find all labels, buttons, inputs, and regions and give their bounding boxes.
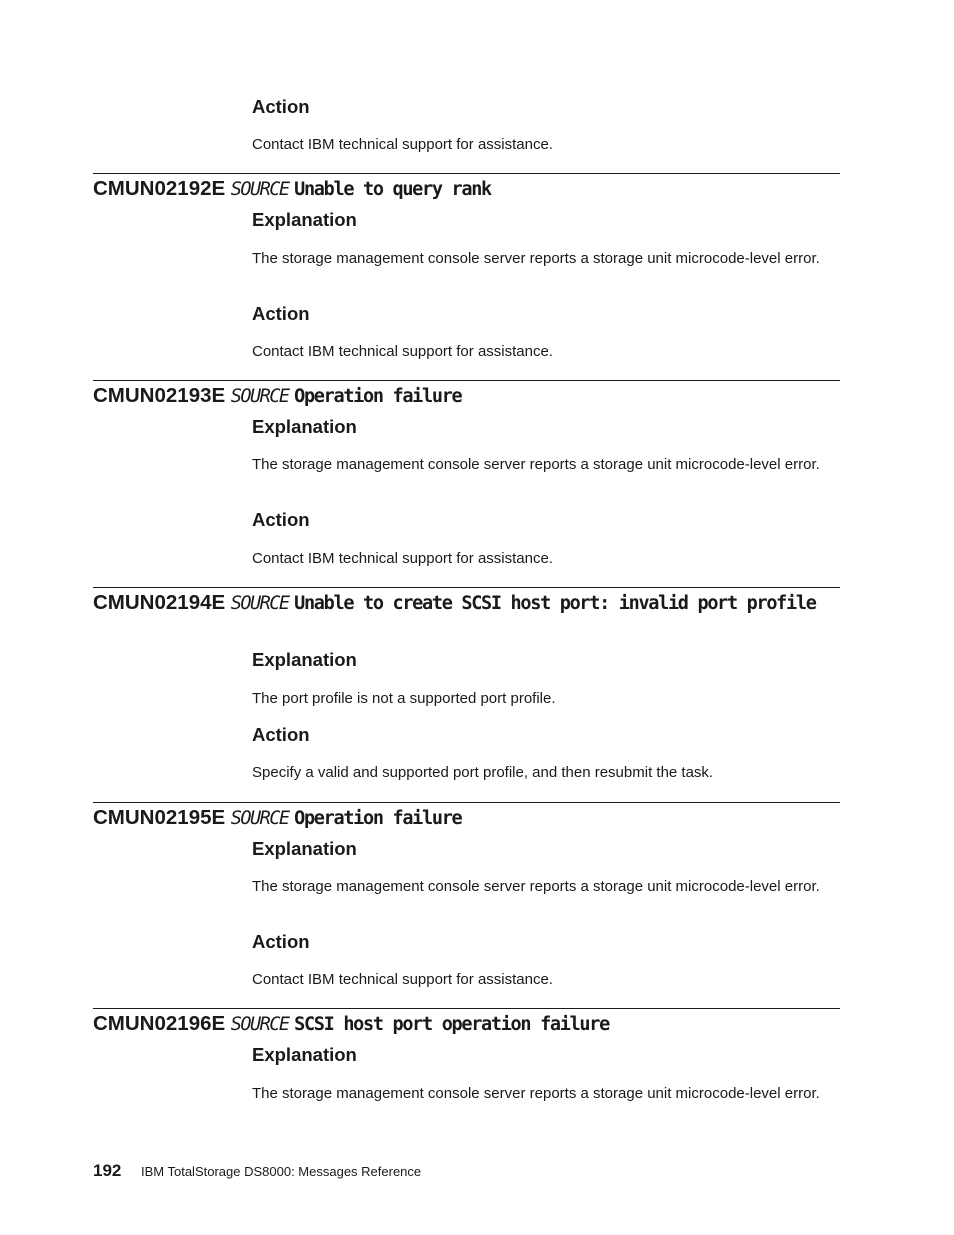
- message-header: [93, 1011, 833, 1038]
- message-title: Operation failure: [294, 386, 462, 407]
- explanation-text: The storage management console server reports a storage unit microcode-level error.: [252, 250, 820, 267]
- message-id: CMUN02195E: [93, 806, 226, 829]
- action-text: Contact IBM technical support for assistance.: [252, 550, 553, 567]
- message-source: SOURCE: [230, 593, 289, 614]
- explanation-heading: Explanation: [252, 838, 357, 859]
- message-title: Unable to create SCSI host port: invalid port profile: [294, 593, 816, 614]
- action-heading: Action: [252, 931, 310, 952]
- message-divider: [93, 380, 840, 381]
- explanation-text: The storage management console server reports a storage unit microcode-level error.: [252, 456, 820, 473]
- explanation-text: The port profile is not a supported port profile.: [252, 690, 556, 707]
- explanation-text: The storage management console server reports a storage unit microcode-level error.: [252, 878, 820, 895]
- message-divider: [93, 587, 840, 588]
- explanation-heading: Explanation: [252, 209, 357, 230]
- message-title: SCSI host port operation failure: [294, 1014, 609, 1035]
- explanation-heading: Explanation: [252, 1044, 357, 1065]
- message-header: [93, 176, 833, 203]
- action-text: Contact IBM technical support for assistance.: [252, 136, 553, 153]
- message-source: SOURCE: [230, 1014, 289, 1035]
- message-id: CMUN02196E: [93, 1012, 226, 1035]
- message-title: Unable to query rank: [294, 179, 491, 200]
- explanation-text: The storage management console server reports a storage unit microcode-level error.: [252, 1085, 820, 1102]
- message-divider: [93, 1008, 840, 1009]
- message-title: Operation failure: [294, 808, 462, 829]
- message-id: CMUN02194E: [93, 591, 226, 614]
- message-source: SOURCE: [230, 808, 289, 829]
- action-heading: Action: [252, 303, 310, 324]
- action-text: Contact IBM technical support for assistance.: [252, 971, 553, 988]
- explanation-heading: Explanation: [252, 416, 357, 437]
- book-title: IBM TotalStorage DS8000: Messages Reference: [141, 1164, 422, 1179]
- message-header: [93, 590, 833, 617]
- message-id: CMUN02192E: [93, 177, 226, 200]
- action-text: Specify a valid and supported port profile, and then resubmit the task.: [252, 764, 714, 781]
- action-heading: Action: [252, 96, 310, 117]
- message-id: CMUN02193E: [93, 384, 226, 407]
- explanation-heading: Explanation: [252, 649, 357, 670]
- message-source: SOURCE: [230, 179, 289, 200]
- action-heading: Action: [252, 724, 310, 745]
- message-header: [93, 383, 833, 410]
- message-header: [93, 805, 833, 832]
- page-number: 192: [93, 1161, 122, 1180]
- message-source: SOURCE: [230, 386, 289, 407]
- action-text: Contact IBM technical support for assistance.: [252, 343, 553, 360]
- action-heading: Action: [252, 509, 310, 530]
- message-divider: [93, 802, 840, 803]
- message-divider: [93, 173, 840, 174]
